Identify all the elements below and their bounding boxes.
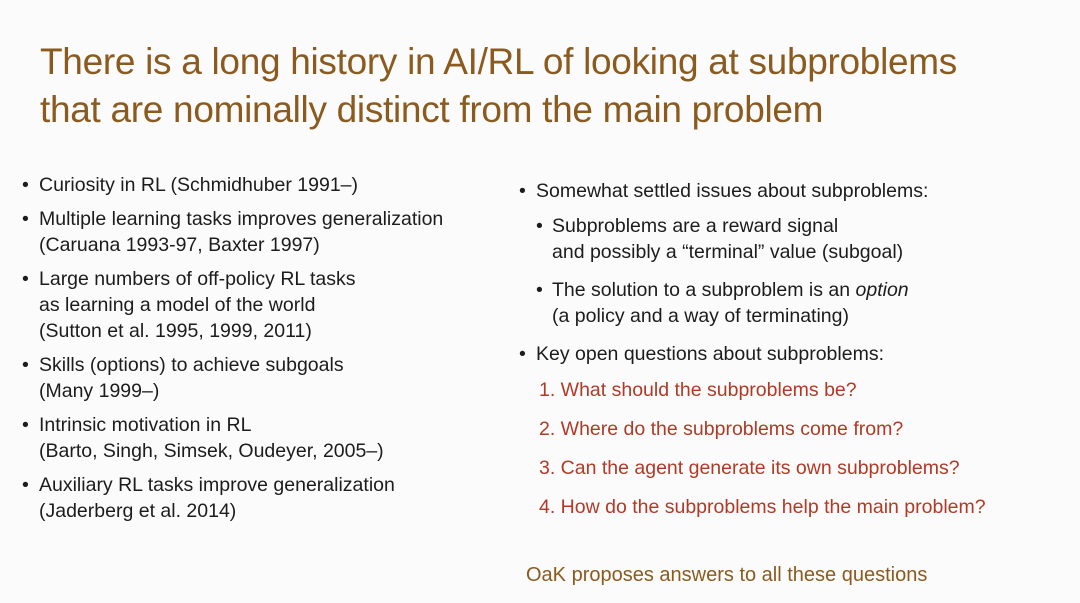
bullet-line: [552, 277, 1069, 303]
settled-issues-sublist: [536, 213, 1069, 329]
slide-title-line-1: There is a long history in AI/RL of looking at subproblems: [40, 41, 957, 82]
settled-issues-heading: • Somewhat settled issues about subproblems:: [536, 180, 929, 202]
bullet-line: as learning a model of the world: [39, 294, 316, 316]
bullet-line: (a policy and a way of terminating): [552, 305, 849, 327]
slide-title: [40, 38, 1070, 134]
bullet-intrinsic-motivation: [22, 412, 522, 464]
bullet-line: • Curiosity in RL (Schmidhuber 1991–): [39, 174, 359, 196]
history-bullet-list: [22, 172, 522, 532]
open-questions-bullet: [519, 341, 1069, 520]
bullet-line: • Auxiliary RL tasks improve generalization: [39, 474, 395, 496]
bullet-line: (Caruana 1993-97, Baxter 1997): [39, 234, 320, 256]
bullet-curiosity: [22, 172, 522, 198]
bullet-line: (Jaderberg et al. 2014): [39, 500, 237, 522]
option-sentence-prefix: The solution to a subproblem is an: [552, 279, 856, 301]
bullet-off-policy: [22, 266, 522, 344]
open-questions-heading: • Key open questions about subproblems:: [536, 343, 884, 365]
bullet-line: • Subproblems are a reward signal: [552, 215, 839, 237]
open-questions-list: [536, 377, 1069, 520]
bullet-line: • Intrinsic motivation in RL: [39, 414, 252, 436]
sub-bullet-reward-signal: [536, 213, 1069, 265]
subproblem-issues-list: [519, 178, 1069, 533]
bullet-skills: [22, 352, 522, 404]
bullet-line: and possibly a “terminal” value (subgoal): [552, 241, 904, 263]
bullet-line: (Sutton et al. 1995, 1999, 2011): [39, 320, 312, 342]
bullet-auxiliary-tasks: [22, 472, 522, 524]
question-item: 2. Where do the subproblems come from?: [539, 418, 904, 440]
settled-issues-bullet: [519, 178, 1069, 329]
oak-conclusion: OaK proposes answers to all these questions: [526, 564, 928, 586]
bullet-line: • Multiple learning tasks improves generalization: [39, 208, 444, 230]
question-item: 1. What should the subproblems be?: [539, 379, 857, 401]
bullet-line: • Skills (options) to achieve subgoals: [39, 354, 344, 376]
sub-bullet-option-solution: [536, 277, 1069, 329]
question-item: 3. Can the agent generate its own subproblems?: [539, 457, 960, 479]
slide-title-line-2: that are nominally distinct from the main problem: [40, 89, 824, 130]
bullet-line: (Many 1999–): [39, 380, 160, 402]
bullet-line: • Large numbers of off-policy RL tasks: [39, 268, 356, 290]
option-term: option: [855, 279, 909, 301]
bullet-multitask: [22, 206, 522, 258]
question-item: 4. How do the subproblems help the main problem?: [539, 496, 986, 518]
bullet-line: (Barto, Singh, Simsek, Oudeyer, 2005–): [39, 440, 384, 462]
